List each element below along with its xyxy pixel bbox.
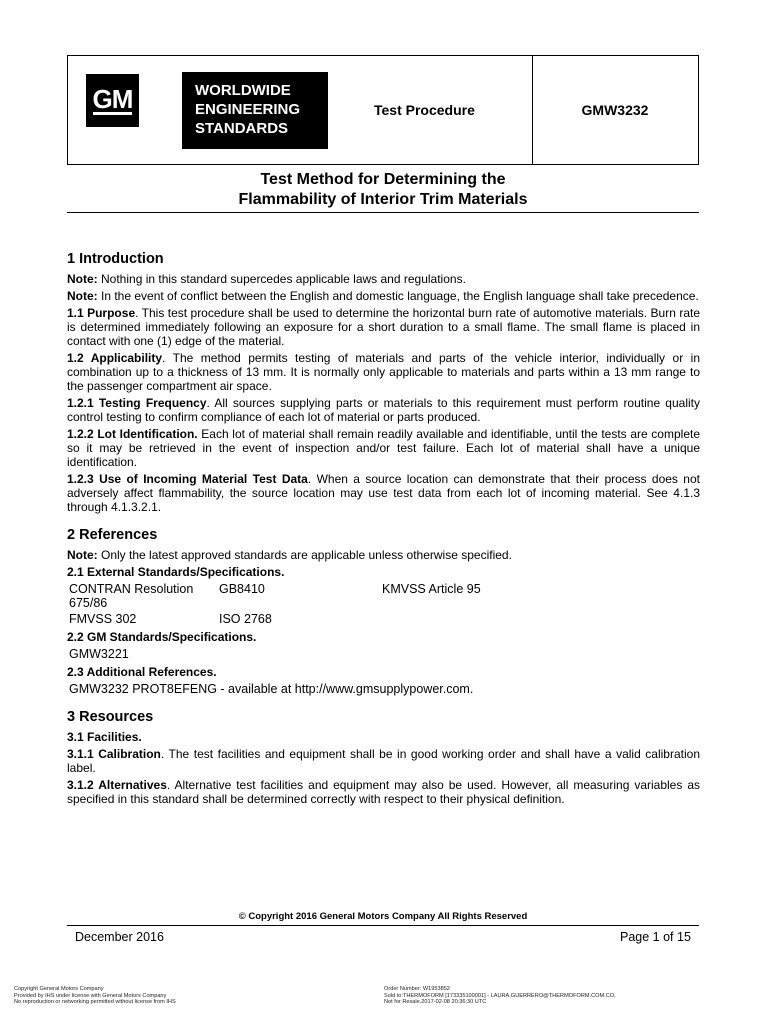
footer-rule xyxy=(67,925,699,926)
section-resources xyxy=(67,708,700,806)
footer-date: December 2016 xyxy=(75,930,164,944)
document-type: Test Procedure xyxy=(374,102,475,118)
wes-line: ENGINEERING xyxy=(195,101,301,118)
paragraph-1-2: 1.2 Applicability. The method permits testing of materials and parts of the vehicle interior, individually or in combination up to a thickness of 13 mm. It is normally only applicable to materials and parts within a 13 mm range to the passenger compartment air space. xyxy=(67,351,700,393)
ref-fmvss: FMVSS 302 xyxy=(69,612,137,626)
gm-logo-text: GM xyxy=(92,83,133,114)
paragraph-1-2-1: 1.2.1 Testing Frequency. All sources supplying parts or materials to this requirement must perform routine quality control testing to confirm compliance of each lot of material or parts produced. xyxy=(67,396,700,424)
ref-contran-number: 675/86 xyxy=(69,596,108,610)
ref-iso: ISO 2768 xyxy=(219,612,272,626)
wes-line: WORLDWIDE xyxy=(195,82,291,99)
note: Note: In the event of conflict between the English and domestic language, the English language shall take precedence. xyxy=(67,289,699,303)
section-heading: 2 References xyxy=(67,527,158,543)
gm-logo xyxy=(86,74,139,127)
note: Note: Only the latest approved standards are applicable unless otherwise specified. xyxy=(67,548,512,562)
section-heading: 1 Introduction xyxy=(67,251,164,267)
additional-reference: GMW3232 PROT8EFENG - available at http://www.gmsupplypower.com. xyxy=(69,682,474,696)
title-line-2: Flammability of Interior Trim Materials xyxy=(238,191,528,208)
ref-contran: CONTRAN Resolution xyxy=(69,582,194,596)
paragraph-1-1: 1.1 Purpose. This test procedure shall be used to determine the horizontal burn rate of automotive materials. Burn rate is determined immediately following an exposure for a short duration to a small flame. The small flame is placed in contact with one (1) edge of the material. xyxy=(67,306,700,348)
ref-kmvss: KMVSS Article 95 xyxy=(382,582,481,596)
ihs-order-notice: Order Number: W1953852 Sold to:THERMOFORM [173335100001] - LAURA.GUERRERO@THERMOFORM.COM.CO, Not for Resale,2017-02-08 20:36:30 UTC xyxy=(384,986,616,1006)
paragraph-1-2-3: 1.2.3 Use of Incoming Material Test Data. When a source location can demonstrate that their process does not adversely affect flammability, the source location may use test data from each lot of incoming material. See 4.1.3 through 4.1.3.2.1. xyxy=(67,472,700,514)
ihs-license-notice: Copyright General Motors Company Provided by IHS under license with General Motors Company No reproduction or networking permitted without license from IHS xyxy=(14,986,176,1006)
worldwide-engineering-standards-badge xyxy=(182,72,328,149)
subsection-heading: 2.3 Additional References. xyxy=(67,665,217,679)
header-box xyxy=(67,55,699,165)
section-heading: 3 Resources xyxy=(67,709,154,725)
section-introduction xyxy=(67,250,700,514)
paragraph-3-1-1: 3.1.1 Calibration. The test facilities and equipment shall be in good working order and shall have a valid calibration label. xyxy=(67,747,700,775)
subsection-heading: 3.1 Facilities. xyxy=(67,730,142,744)
document-title xyxy=(67,170,699,210)
paragraph-1-2-2: 1.2.2 Lot Identification. Each lot of material shall remain readily available and identifiable, until the tests are complete so it may be retrieved in the event of inspection and/or test failure. Each lot of material shall have a unique identification. xyxy=(67,427,701,469)
paragraph-3-1-2: 3.1.2 Alternatives. Alternative test facilities and equipment may also be used. However, all measuring variables as specified in this standard shall be determined correctly with respect to their physical definition. xyxy=(67,778,700,806)
subsection-heading: 2.1 External Standards/Specifications. xyxy=(67,565,285,579)
page-number: Page 1 of 15 xyxy=(620,930,691,944)
wes-line: STANDARDS xyxy=(195,120,289,137)
section-references xyxy=(67,526,700,696)
note: Note: Nothing in this standard supercedes applicable laws and regulations. xyxy=(67,272,466,286)
ref-gb8410: GB8410 xyxy=(219,582,265,596)
external-references-table xyxy=(69,582,700,626)
title-line-1: Test Method for Determining the xyxy=(260,171,506,188)
document-body xyxy=(67,250,700,818)
gm-reference: GMW3221 xyxy=(69,647,129,661)
copyright-notice: © Copyright 2016 General Motors Company All Rights Reserved xyxy=(238,911,528,922)
document-number: GMW3232 xyxy=(581,102,649,118)
subsection-heading: 2.2 GM Standards/Specifications. xyxy=(67,630,257,644)
title-rule xyxy=(67,212,699,213)
